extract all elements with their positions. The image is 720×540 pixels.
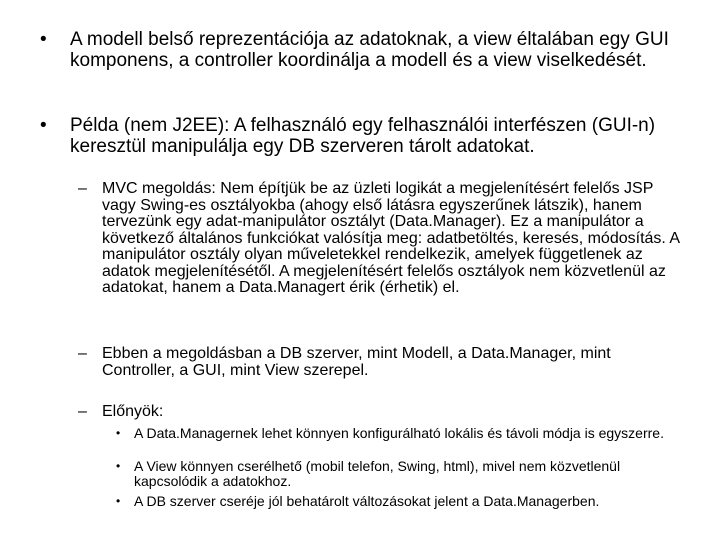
sub-item-text: Előnyök:	[102, 403, 164, 420]
bullet-dot-icon: •	[116, 494, 121, 508]
bullet-dot-icon: •	[116, 426, 121, 440]
bullet-dot-icon: •	[40, 115, 47, 136]
bullet-dot-icon: •	[40, 29, 47, 50]
sub-item-text: Ebben a megoldásban a DB szerver, mint Modell, a Data.Manager, mint Controller, a GUI, mint View szerepel.	[102, 345, 611, 379]
dash-icon: –	[78, 403, 87, 420]
bullet-text: A modell belső reprezentációja az adatoknak, a view éltalában egy GUI komponens, a controller koordinálja a modell és a view viselkedését.	[70, 29, 669, 71]
advantage-text: A DB szerver cseréje jól behatárolt változásokat jelent a Data.Managerben.	[134, 493, 600, 509]
bullet-dot-icon: •	[116, 459, 121, 473]
dash-icon: –	[78, 345, 87, 362]
sub-item-text: MVC megoldás: Nem építjük be az üzleti logikát a megjelenítésért felelős JSP vagy Swing-es osztályokba (ahogy első látásra egyszerűnek látszik), hanem tervezünk egy adat-manipulátor osztályt (Data.Manager). Ez a manipulátor a következő általános funkciókat valósítja meg: adatbetöltés, keresés, módosítás. A manipulátor osztály olyan műveletekkel rendelkezik, amelyek függetlenek az adatok megjelenítésétől. A megjelenítésért felelős osztályok nem közvetlenül az adatokat, hanem a Data.Managert érik (érhetik) el.	[102, 180, 680, 296]
advantage-text: A View könnyen cserélhető (mobil telefon, Swing, html), mivel nem közvetlenül kapcsolódik a adatokhoz.	[134, 458, 621, 489]
dash-icon: –	[78, 180, 87, 197]
advantage-text: A Data.Managernek lehet könnyen konfigurálható lokális és távoli módja is egyszerre.	[134, 425, 664, 441]
bullet-text: Példa (nem J2EE): A felhasználó egy felhasználói interfészen (GUI-n) keresztül manipulálja egy DB szerveren tárolt adatokat.	[70, 115, 656, 157]
